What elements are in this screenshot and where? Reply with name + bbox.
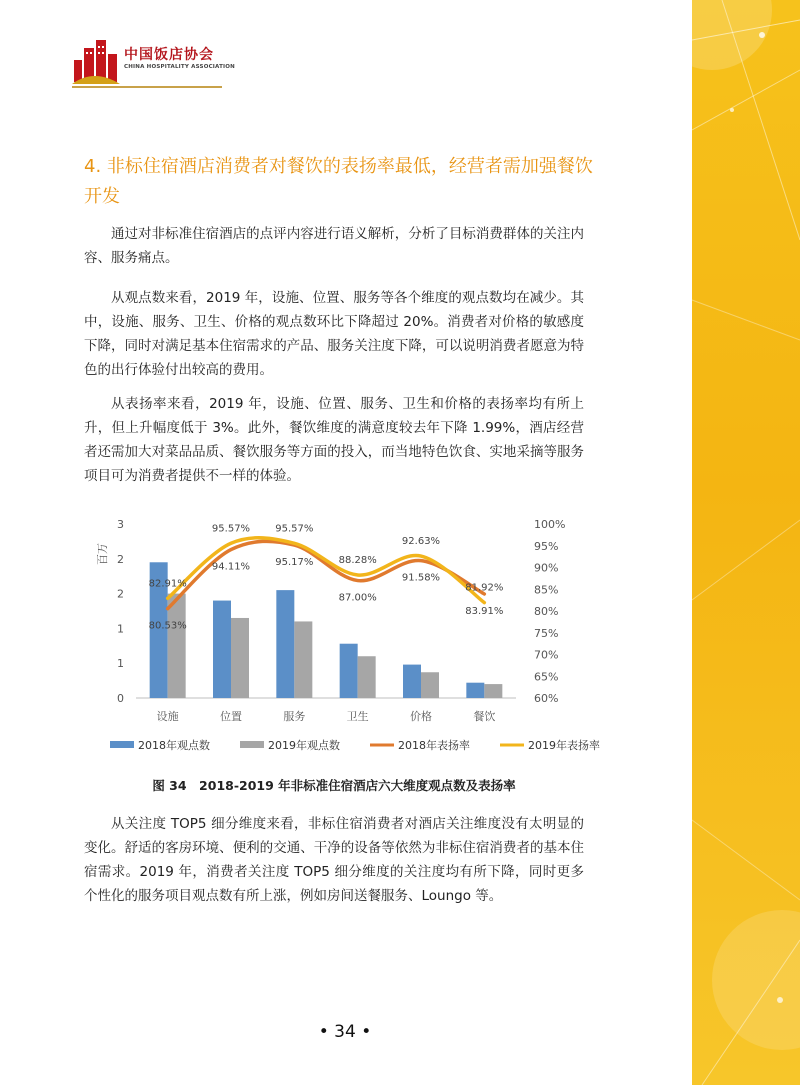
category-label: 服务 [283, 710, 306, 723]
category-label: 价格 [410, 710, 432, 723]
data-label-2019: 95.57% [211, 523, 251, 535]
bar-2018 [466, 683, 484, 698]
legend-label: 2019年表扬率 [528, 739, 600, 752]
bar-2019 [294, 621, 312, 698]
left-axis-tick: 1 [117, 622, 124, 636]
legend-label: 2018年表扬率 [398, 739, 470, 752]
left-axis-tick: 0 [117, 692, 124, 705]
right-axis-tick: 65% [534, 670, 559, 684]
paragraph-opinion-count: 从观点数来看，2019 年，设施、位置、服务等各个维度的观点数均在减少。其中，设施、服务、卫生、价格的观点数环比下降超过 20%。消费者对价格的敏感度下降，同时对满足基本住宿需求的产品、服务关注度下降，可以说明消费者愿意为特色的出行体验付出较高的费用。 [84, 290, 584, 378]
right-axis-tick: 100% [534, 518, 566, 531]
decorative-side-band [692, 0, 800, 1085]
bar-2018 [340, 644, 358, 698]
org-name-cn: 中国饭店协会 [124, 47, 214, 63]
page-number: • 34 • [318, 1022, 372, 1042]
section-heading: 4. 非标住宿酒店消费者对餐饮的表扬率最低，经营者需加强餐饮开发 [84, 156, 593, 207]
paragraph-intro: 通过对非标准住宿酒店的点评内容进行语义解析，分析了目标消费群体的关注内容、服务痛点。 [84, 226, 584, 266]
data-label-2019: 92.63% [401, 536, 441, 548]
left-axis-tick: 1 [117, 657, 124, 671]
chart-data-labels [149, 523, 504, 631]
legend-swatch [240, 741, 264, 748]
left-axis-tick: 2 [117, 552, 124, 566]
left-axis-tick: 2 [117, 587, 124, 601]
data-label-2018: 83.91% [465, 605, 504, 617]
side-band-pattern [692, 0, 800, 1085]
association-logo [72, 38, 235, 90]
data-label-2019: 82.91% [148, 578, 187, 590]
right-axis-tick: 95% [534, 539, 559, 553]
right-axis-tick: 80% [534, 605, 559, 618]
bar-2019 [168, 594, 186, 698]
data-label-2018: 80.53% [148, 620, 187, 632]
chart-legend [110, 738, 600, 752]
right-axis-tick: 70% [534, 648, 559, 662]
paragraph-closing: 从关注度 TOP5 细分维度来看，非标住宿消费者对酒店关注维度没有太明显的变化。舒适的客房环境、便利的交通、干净的设备等依然为非标住宿消费者的基本住宿需求。2019 年，消费者关注度 TOP5 细分维度的关注度均有所下降，同时更多个性化的服务项目观点数有所上涨，例如房间送餐服务、Loungo 等。 [84, 816, 584, 904]
figure-caption: 图 34 2018-2019 年非标准住宿酒店六大维度观点数及表扬率 [152, 778, 516, 793]
legend-label: 2019年观点数 [268, 739, 340, 752]
category-label: 卫生 [346, 710, 369, 723]
org-name-en: CHINA HOSPITALITY ASSOCIATION [124, 64, 235, 70]
opinion-praise-chart [86, 510, 600, 765]
category-label: 餐饮 [473, 710, 496, 723]
bar-2019 [484, 684, 502, 698]
data-label-2019: 88.28% [338, 554, 377, 566]
left-axis-unit: 百万 [96, 543, 109, 565]
bar-2018 [276, 590, 294, 698]
category-label: 位置 [220, 710, 242, 723]
logo-mark-icon [72, 38, 122, 84]
legend-swatch [110, 741, 134, 748]
bar-2018 [213, 601, 231, 698]
data-label-2018: 91.58% [401, 572, 441, 584]
paragraph-praise-rate: 从表扬率来看，2019 年，设施、位置、服务、卫生和价格的表扬率均有所上升，但上升幅度低于 3%。此外，餐饮维度的满意度较去年下降 1.99%，酒店经营者还需加大对菜品品质、餐饮服务等方面的投入，而当地特色饮食、实地采摘等服务项目可为消费者提供不一样的体验。 [84, 396, 584, 484]
bar-2018 [403, 665, 421, 698]
right-axis-tick: 60% [534, 692, 559, 705]
data-label-2018: 95.17% [275, 557, 314, 569]
data-label-2018: 87.00% [338, 592, 377, 604]
right-axis-tick: 85% [534, 583, 559, 597]
right-axis-tick: 75% [534, 626, 559, 640]
bar-2019 [421, 672, 439, 698]
chart-bars [150, 562, 503, 698]
legend-label: 2018年观点数 [138, 739, 210, 752]
bar-2019 [358, 656, 376, 698]
header-rule [72, 86, 222, 88]
bar-2019 [231, 618, 249, 698]
category-label: 设施 [156, 710, 179, 723]
data-label-2019: 81.92% [465, 582, 504, 594]
data-label-2018: 94.11% [211, 561, 251, 573]
right-axis-tick: 90% [534, 561, 559, 575]
data-label-2019: 95.57% [275, 523, 314, 535]
left-axis-tick: 3 [117, 518, 124, 531]
